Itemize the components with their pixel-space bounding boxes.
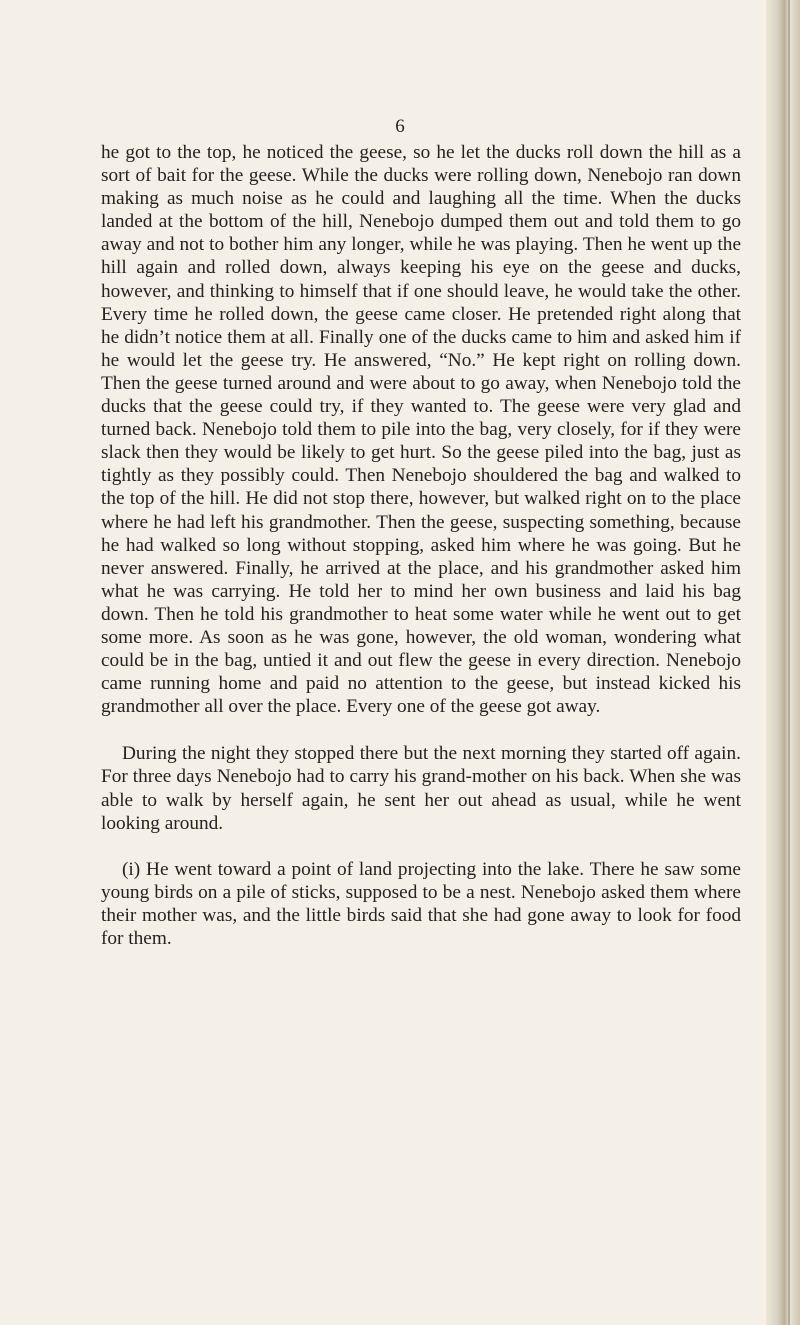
body-text — [101, 141, 741, 950]
paragraph-3: (i) He went toward a point of land projecting into the lake. There he saw some young birds on a pile of sticks, supposed to be a nest. Nenebojo asked them where their mother was, and the little birds said that she had gone away to look for food for them. — [101, 858, 741, 949]
paragraph-2: During the night they stopped there but the next morning they started off again. For three days Nenebojo had to carry his grand-mother on his back. When she was able to walk by herself again, he sent her out ahead as usual, while he went looking around. — [101, 743, 741, 834]
binding-shadow-line — [788, 0, 790, 1325]
page-binding-edge — [766, 0, 800, 1325]
paragraph-1: he got to the top, he noticed the geese, so he let the ducks roll down the hill as a sort of bait for the geese. While the ducks were rolling down, Nenebojo ran down making as much noise as he could and laughing all the time. When the ducks landed at the bottom of the hill, Nenebojo dumped them out and told them to go away and not to bother him any longer, while he was playing. Then he went up the hill again and rolled down, always keeping his eye on the geese and ducks, however, and thinking to himself that if one should leave, he would take the other. Every time he rolled down, the geese came closer. He pretended right along that he didn’t notice them at all. Finally one of the ducks came to him and asked him if he would let the geese try. He answered, “No.” He kept right on rolling down. Then the geese turned around and were about to go away, when Nenebojo told the ducks that the geese could try, if they wanted to. The geese were very glad and turned back. Nenebojo told them to pile into the bag, very closely, for if they were slack then they would be likely to get hurt. So the geese piled into the bag, just as tightly as they possibly could. Then Nenebojo shouldered the bag and walked to the top of the hill. He did not stop there, however, but walked right on to the place where he had left his grandmother. Then the geese, suspecting something, because he had walked so long without stopping, asked him where he was going. But he never answered. Finally, he arrived at the place, and his grandmother asked him what he was carrying. He told her to mind her own business and laid his bag down. Then he told his grandmother to heat some water while he went out to get some more. As soon as he was gone, however, the old woman, wondering what could be in the bag, untied it and out flew the geese in every direction. Nenebojo came running home and paid no attention to the geese, but instead kicked his grandmother all over the place. Every one of the geese got away. — [101, 142, 741, 718]
page-number: 6 — [395, 116, 405, 137]
